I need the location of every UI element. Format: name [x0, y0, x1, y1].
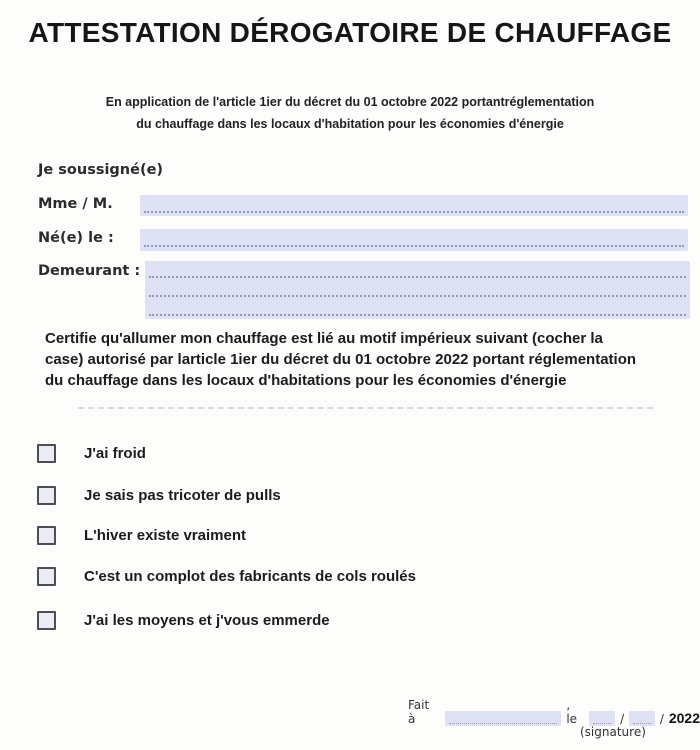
reason-row: [37, 610, 330, 630]
fait-a-label: Fait à: [408, 698, 430, 726]
address-field-dotted-line-2: [149, 295, 686, 297]
scan-artifact-line: [78, 407, 653, 409]
address-field-dotted-line-3: [149, 314, 686, 316]
footer-date-line: [408, 698, 700, 726]
day-field-dotted-line: [593, 723, 611, 724]
address-field-label: Demeurant :: [38, 263, 141, 279]
date-separator-1: /: [620, 712, 625, 726]
reason-row: [37, 525, 246, 545]
birthdate-field-label: Né(e) le :: [38, 230, 114, 246]
reason-checkbox[interactable]: [37, 444, 56, 463]
birthdate-field-dotted-line: [144, 245, 684, 247]
reason-label: Je sais pas tricoter de pulls: [84, 486, 281, 504]
city-field-dotted-line: [449, 723, 557, 724]
month-field-dotted-line: [633, 723, 651, 724]
date-separator-2: /: [659, 712, 664, 726]
city-field[interactable]: [445, 711, 561, 726]
reason-row: [37, 566, 416, 586]
page-title: ATTESTATION DÉROGATOIRE DE CHAUFFAGE: [28, 17, 672, 48]
reason-label: L'hiver existe vraiment: [84, 526, 246, 544]
reason-label: J'ai froid: [84, 444, 146, 462]
reason-checkbox[interactable]: [37, 611, 56, 630]
certification-paragraph: Certifie qu'allumer mon chauffage est lié au motif impérieux suivant (cocher la case) autorisé par larticle 1ier du décret du 01 octobre 2022 portant réglementation du chauffage dans les locaux d'habitations pour les économies d'énergie: [45, 330, 637, 389]
birthdate-field[interactable]: [140, 229, 688, 251]
reason-row: [37, 443, 146, 463]
address-field[interactable]: [145, 261, 690, 319]
name-field[interactable]: [140, 195, 688, 216]
le-label: , le: [566, 698, 578, 726]
reason-label: J'ai les moyens et j'vous emmerde: [84, 611, 330, 629]
name-field-dotted-line: [144, 211, 684, 213]
signature-label: (signature): [580, 725, 646, 739]
identity-intro: Je soussigné(e): [38, 162, 164, 178]
address-field-dotted-line-1: [149, 276, 686, 278]
subtitle-line-1: En application de l'article 1ier du décret du 01 octobre 2022 portantréglementation: [105, 95, 595, 109]
reason-checkbox[interactable]: [37, 567, 56, 586]
reason-checkbox[interactable]: [37, 486, 56, 505]
reason-checkbox[interactable]: [37, 526, 56, 545]
day-field[interactable]: [589, 711, 615, 726]
month-field[interactable]: [629, 711, 655, 726]
reason-row: [37, 485, 281, 505]
year-label: 2022: [668, 710, 700, 726]
reason-label: C'est un complot des fabricants de cols roulés: [84, 567, 416, 585]
name-field-label: Mme / M.: [38, 196, 113, 212]
subtitle: [0, 91, 700, 135]
subtitle-line-2: du chauffage dans les locaux d'habitation pour les économies d'énergie: [136, 117, 564, 131]
